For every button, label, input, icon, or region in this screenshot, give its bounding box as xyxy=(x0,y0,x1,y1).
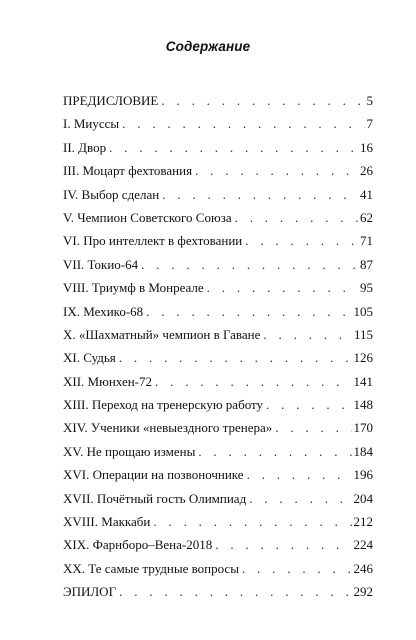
dot-leader xyxy=(195,163,358,179)
toc-entry-label: VII. Токио-64 xyxy=(63,256,139,272)
dot-leader xyxy=(266,397,351,413)
toc-entry xyxy=(63,187,373,210)
toc-entry xyxy=(63,210,373,233)
dot-leader xyxy=(161,93,364,109)
toc-entry xyxy=(63,584,373,607)
toc-entry-page-number: 115 xyxy=(353,326,373,342)
toc-entry xyxy=(63,514,373,537)
dot-leader xyxy=(119,584,351,600)
toc-list xyxy=(63,93,373,608)
dot-leader xyxy=(109,140,358,156)
toc-entry xyxy=(63,561,373,584)
toc-entry-page-number: 5 xyxy=(366,93,373,108)
toc-entry-label: X. «Шахматный» чемпион в Гаване xyxy=(63,326,261,342)
toc-entry xyxy=(63,397,373,420)
toc-entry-page-number: 7 xyxy=(366,116,373,132)
toc-entry-label: III. Моцарт фехтования xyxy=(63,163,193,179)
toc-entry xyxy=(63,304,373,327)
toc-entry-page-number: 224 xyxy=(353,537,373,553)
toc-entry xyxy=(63,140,373,163)
toc-entry xyxy=(63,420,373,443)
dot-leader xyxy=(249,491,351,507)
toc-entry-label: XIV. Ученики «невыездного тренера» xyxy=(63,420,273,436)
toc-entry-page-number: 204 xyxy=(353,490,373,506)
toc-entry-label: XIX. Фарнборо–Вена-2018 xyxy=(63,537,213,553)
toc-entry-page-number: 16 xyxy=(360,139,373,155)
dot-leader xyxy=(215,537,351,553)
toc-entry xyxy=(63,374,373,397)
toc-entry-page-number: 95 xyxy=(360,280,373,296)
toc-entry-label: XV. Не прощаю измены xyxy=(63,443,196,459)
toc-entry-page-number: 41 xyxy=(360,186,373,202)
toc-entry-label: VI. Про интеллект в фехтовании xyxy=(63,233,243,249)
toc-entry-page-number: 292 xyxy=(353,584,373,600)
toc-entry-page-number: 196 xyxy=(353,467,373,483)
toc-entry-page-number: 184 xyxy=(353,443,373,459)
dot-leader xyxy=(141,257,358,273)
dot-leader xyxy=(235,210,358,226)
toc-entry-label: VIII. Триумф в Монреале xyxy=(63,280,204,296)
toc-entry-page-number: 126 xyxy=(353,350,373,366)
dot-leader xyxy=(119,350,352,366)
toc-entry-label: XVIII. Маккаби xyxy=(63,514,151,530)
toc-entry-page-number: 105 xyxy=(353,303,373,319)
toc-entry-label: ЭПИЛОГ xyxy=(63,584,117,600)
toc-entry-label: II. Двор xyxy=(63,139,107,155)
toc-entry xyxy=(63,467,373,490)
dot-leader xyxy=(122,116,364,132)
toc-entry-label: XVI. Операции на позвоночнике xyxy=(63,467,244,483)
toc-entry-label: IV. Выбор сделан xyxy=(63,186,160,202)
toc-entry xyxy=(63,537,373,560)
toc-entry xyxy=(63,327,373,350)
toc-entry-label: XI. Судья xyxy=(63,350,116,366)
toc-entry-label: XII. Мюнхен-72 xyxy=(63,373,153,389)
toc-entry-label: XX. Те самые трудные вопросы xyxy=(63,560,239,576)
dot-leader xyxy=(162,187,358,203)
dot-leader xyxy=(263,327,352,343)
toc-entry-page-number: 87 xyxy=(360,256,373,272)
toc-entry xyxy=(63,116,373,139)
toc-entry-page-number: 62 xyxy=(360,209,373,225)
toc-entry xyxy=(63,163,373,186)
toc-title: Содержание xyxy=(165,39,251,54)
toc-entry xyxy=(63,93,373,116)
dot-leader xyxy=(242,561,352,577)
toc-entry-page-number: 26 xyxy=(360,163,373,179)
dot-leader xyxy=(198,444,351,460)
toc-entry xyxy=(63,444,373,467)
dot-leader xyxy=(247,467,352,483)
toc-entry xyxy=(63,280,373,303)
dot-leader xyxy=(153,514,351,530)
toc-entry-page-number: 71 xyxy=(360,233,373,249)
dot-leader xyxy=(275,420,351,436)
toc-entry-label: ПРЕДИСЛОВИЕ xyxy=(63,93,159,108)
toc-entry-page-number: 148 xyxy=(353,397,373,413)
toc-entry-label: I. Миуссы xyxy=(63,116,120,132)
toc-entry xyxy=(63,350,373,373)
toc-entry xyxy=(63,257,373,280)
toc-entry xyxy=(63,491,373,514)
toc-entry-label: V. Чемпион Советского Союза xyxy=(63,209,232,225)
dot-leader xyxy=(155,374,351,390)
toc-entry xyxy=(63,233,373,256)
dot-leader xyxy=(146,304,351,320)
toc-entry-page-number: 212 xyxy=(353,514,373,530)
toc-entry-label: XIII. Переход на тренерскую работу xyxy=(63,397,264,413)
toc-entry-page-number: 246 xyxy=(353,560,373,576)
toc-entry-label: IX. Мехико-68 xyxy=(63,303,144,319)
toc-entry-page-number: 170 xyxy=(353,420,373,436)
toc-entry-page-number: 141 xyxy=(353,373,373,389)
toc-entry-label: XVII. Почётный гость Олимпиад xyxy=(63,490,247,506)
dot-leader xyxy=(207,280,358,296)
dot-leader xyxy=(245,233,358,249)
